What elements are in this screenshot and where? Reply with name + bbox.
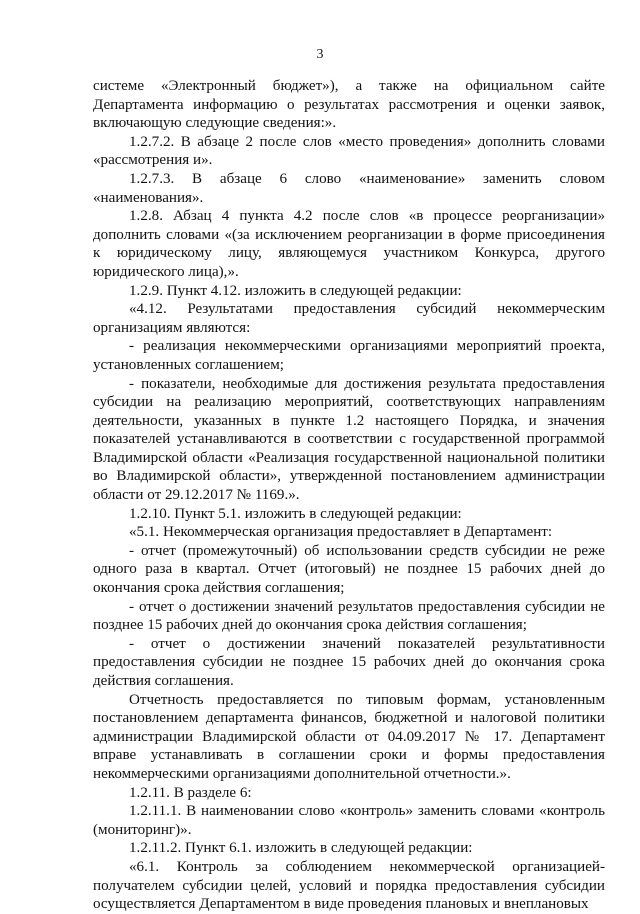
document-body: [93, 77, 605, 914]
paragraph: - отчет о достижении значений показателей результативности предоставления субсидии не позднее 15 рабочих дней до окончания срока действия соглашения.: [93, 635, 605, 689]
paragraph: - показатели, необходимые для достижения результата предоставления субсидии на реализацию мероприятий, соответствующих направлениям деятельности, указанных в пункте 1.2 настоящего Порядка, и значения показателей устанавливаются в соответствии с государственной программой Владимирской области «Реализация государственной национальной политики во Владимирской области», утвержденной постановлением администрации области от 29.12.2017 № 1169.».: [93, 375, 605, 504]
paragraph: 1.2.11.1. В наименовании слово «контроль» заменить словами «контроль (мониторинг)».: [93, 803, 605, 838]
paragraph: 1.2.10. Пункт 5.1. изложить в следующей редакции:: [129, 505, 462, 522]
paragraph: «5.1. Некоммерческая организация предоставляет в Департамент:: [129, 524, 553, 541]
page-number: 3: [316, 47, 324, 62]
paragraph: - отчет о достижении значений результатов предоставления субсидии не позднее 15 рабочих дней до окончания срока действия соглашения;: [93, 598, 605, 634]
paragraph: системе «Электронный бюджет»), а также на официальном сайте Департамента информацию о результатах рассмотрения и оценки заявок, включающую следующие сведения:».: [93, 78, 605, 132]
paragraph: 1.2.9. Пункт 4.12. изложить в следующей редакции:: [129, 282, 462, 299]
paragraph: 1.2.7.2. В абзаце 2 после слов «место проведения» дополнить словами «рассмотрения и».: [93, 133, 605, 169]
paragraph: «6.1. Контроль за соблюдением некоммерческой организацией-получателем субсидии целей, условий и порядка предоставления субсидии осуществляется Департаментом в виде проведения плановых и внеплановых: [93, 858, 605, 913]
paragraph: 1.2.8. Абзац 4 пункта 4.2 после слов «в процессе реорганизации» дополнить словами «(за исключением реорганизации в форме присоединения к юридическому лицу, являющемуся участником Конкурса, другого юридического лица),».: [93, 208, 605, 280]
paragraph: - отчет (промежуточный) об использовании средств субсидии не реже одного раза в квартал. Отчет (итоговый) не позднее 15 рабочих дней до окончания срока действия соглашения;: [93, 542, 605, 597]
paragraph: 1.2.11.2. Пункт 6.1. изложить в следующей редакции:: [129, 840, 473, 857]
paragraph: - реализация некоммерческими организациями мероприятий проекта, установленных соглашением;: [93, 338, 605, 373]
paragraph: «4.12. Результатами предоставления субсидий некоммерческим организациям являются:: [93, 301, 605, 336]
paragraph: 1.2.7.3. В абзаце 6 слово «наименование» заменить словом «наименования».: [93, 170, 605, 206]
paragraph: 1.2.11. В разделе 6:: [129, 784, 252, 801]
paragraph: Отчетность предоставляется по типовым формам, установленным постановлением департамента финансов, бюджетной и налоговой политики администрации Владимирской области от 04.09.2017 № 17. Департамент вправе устанавливать в соглашении сроки и формы предоставления некоммерческими организациями дополнительной отчетности.».: [93, 691, 605, 782]
